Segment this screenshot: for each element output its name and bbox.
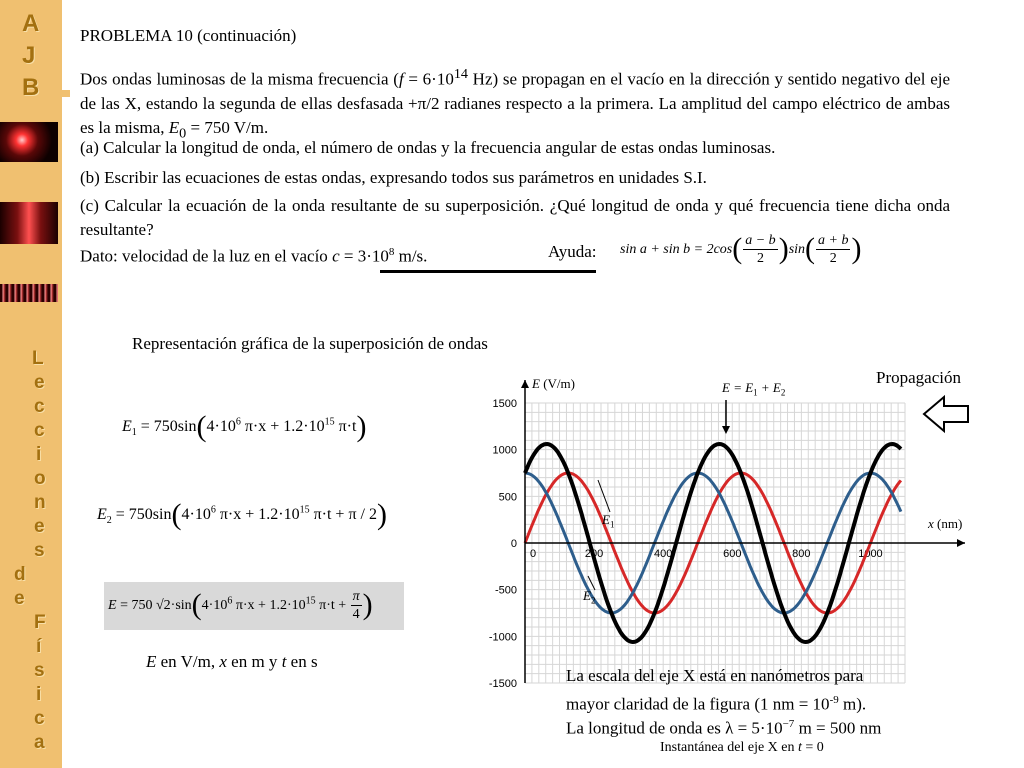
y-tick-label: 0 xyxy=(510,538,517,550)
note-nm: mayor claridad de la figura (1 nm = $10^{-9}$ m). xyxy=(566,694,867,714)
vertical-letter: o xyxy=(34,468,46,489)
data-line: Dato: velocidad de la luz en el vacío $c = 3\cdot 10^8$ m/s. xyxy=(80,246,428,266)
vertical-letter: L xyxy=(32,348,44,369)
y-tick-label: 500 xyxy=(498,491,517,504)
vertical-letter: n xyxy=(34,492,46,513)
problem-title: PROBLEMA 10 (continuación) xyxy=(80,26,297,45)
logo-tab xyxy=(58,90,70,97)
x-axis-label: x (nm) xyxy=(928,516,963,531)
interference-thumbnail xyxy=(0,202,58,244)
chart-caption: Instantánea del eje X en t = 0 xyxy=(660,740,824,755)
vertical-letter: a xyxy=(34,732,45,753)
equation-e2: $E_2 = 750\sin(4\cdot 10^6$ $\pi\cdot x + 1.2\cdot 10^{15}$ π·t + π / 2) xyxy=(97,498,387,531)
y-axis-arrow xyxy=(521,380,529,388)
y-axis-label: E (V/m) xyxy=(532,376,575,391)
y-tick-label: 1000 xyxy=(492,444,517,457)
divider xyxy=(380,270,596,273)
vertical-letter: s xyxy=(34,660,45,681)
fringes-thumbnail xyxy=(0,284,58,302)
vertical-letter: i xyxy=(36,684,42,705)
vertical-letter: c xyxy=(34,396,45,417)
hint-formula: sin a + sin b = 2cos( $\frac{a - b}{2}$ )sin( $\frac{a + b}{2}$ ) xyxy=(620,232,862,267)
wave-chart xyxy=(470,380,970,690)
sidebar xyxy=(0,0,62,768)
question-a: (a) Calcular la longitud de onda, el número de ondas y la frecuencia angular de estas ondas luminosas. xyxy=(80,138,776,157)
x-tick-label: 200 xyxy=(584,548,604,560)
vertical-letter: e xyxy=(14,588,25,609)
y-tick-label: -1500 xyxy=(488,678,517,690)
x-tick-label: 400 xyxy=(654,548,673,560)
y-tick-label: -1000 xyxy=(488,631,517,644)
vertical-letter: e xyxy=(34,372,45,393)
x-tick-label: 0 xyxy=(530,548,537,560)
vertical-letter: c xyxy=(34,708,45,729)
section-title: Representación gráfica de la superposición de ondas xyxy=(132,334,488,353)
note-scale: La escala del eje X está en nanómetros para xyxy=(566,666,864,685)
vertical-letter: d xyxy=(14,564,26,585)
equation-result: E = 750 $√2\cdot\sin(4\cdot 10^6$ $\pi\cdot x + 1.2\cdot 10^{15}$ π·t + $\frac{\pi}{4}$ ) xyxy=(108,588,373,623)
units-note: E en V/m, x en m y t en s xyxy=(146,652,318,671)
hint-label: Ayuda: xyxy=(548,242,597,261)
equation-e1: $E_1 = 750\sin(4\cdot 10^6$ $\pi\cdot x + 1.2\cdot 10^{15}$ π·t) xyxy=(122,410,367,443)
vertical-letter: c xyxy=(34,420,45,441)
note-wavelength: La longitud de onda es $\lambda = 5\cdot 10^{-7}$ m = 500 nm xyxy=(566,718,882,738)
vertical-letter: s xyxy=(34,540,45,561)
logo-letter: A xyxy=(22,10,40,37)
logo-letter: J xyxy=(22,42,36,69)
vertical-letter: í xyxy=(36,636,42,657)
problem-statement: Dos ondas luminosas de la misma frecuencia ($f = 6\cdot 10^{14}$ Hz) se propagan en el vacío en la dirección y sentido negativo del eje de las X, estando la segunda de ellas desfasada +π/2 radianes respecto a la primera. La amplitud del campo eléctrico de ambas es la misma, $E_0 = 750$ V/m. xyxy=(80,66,951,142)
sum-label: $E = E_1 + E_2$ xyxy=(722,380,786,398)
y-tick-label: 1500 xyxy=(492,398,517,410)
x-tick-label: 800 xyxy=(792,548,811,560)
e2-label: $E_2$ xyxy=(583,588,596,606)
vertical-letter: i xyxy=(36,444,42,465)
e1-label: $E_1$ xyxy=(602,512,615,530)
x-tick-label: 1000 xyxy=(858,548,883,560)
question-b: (b) Escribir las ecuaciones de estas ondas, expresando todos sus parámetros en unidades S.I. xyxy=(80,168,707,187)
y-tick-label: -500 xyxy=(494,584,517,597)
laser-thumbnail xyxy=(0,122,58,162)
vertical-letter: F xyxy=(34,612,46,633)
logo-letter: B xyxy=(22,74,40,101)
propagation-label: Propagación xyxy=(876,368,961,387)
vertical-letter: e xyxy=(34,516,45,537)
x-tick-label: 600 xyxy=(723,548,742,560)
question-c: (c) Calcular la ecuación de la onda resultante de su superposición. ¿Qué longitud de onda y qué frecuencia tiene dicha onda resultante? xyxy=(80,196,950,239)
x-axis-arrow xyxy=(957,539,965,547)
